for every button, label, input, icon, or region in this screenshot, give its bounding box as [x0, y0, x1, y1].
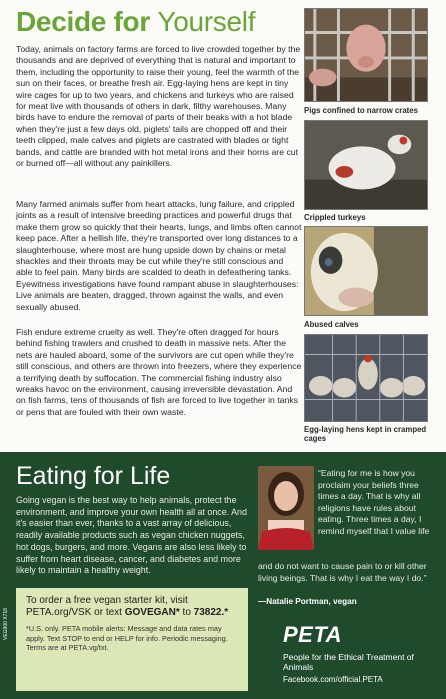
caption-calves: Abused calves: [304, 320, 359, 329]
peta-logo: PETA: [283, 622, 343, 647]
section-title-eating: Eating for Life: [16, 462, 171, 490]
quote-text-part1: “Eating for me is how you proclaim your beliefs three times a day. That is why all religions have rules about eating. Three times a day, I remind myself that I value life: [318, 468, 430, 536]
print-code: VEG900 X718: [3, 608, 9, 640]
offer-text: To order a free vegan starter kit, visit PETA.org/VSK or text GOVEGAN* to 73822.*: [26, 595, 229, 619]
starter-kit-offer-box: [16, 588, 248, 691]
offer-number: 73822.*: [193, 607, 229, 619]
photo-hens-cages: [304, 334, 428, 422]
photo-pigs-crates: [304, 8, 428, 102]
peta-org-name: People for the Ethical Treatment of Animals: [283, 652, 414, 673]
caption-hens: Egg-laying hens kept in cramped cages: [304, 425, 427, 443]
quote-attribution: —Natalie Portman, vegan: [258, 597, 357, 606]
quote-text-part2: and do not want to cause pain to or kill other living beings. That is why I eat the way I do.”: [258, 561, 427, 583]
photo-abused-calves: [304, 226, 428, 316]
peta-facebook-link[interactable]: Facebook.com/official.PETA: [283, 675, 383, 684]
caption-turkeys: Crippled turkeys: [304, 213, 366, 222]
section-title-decide: Decide for Yourself: [16, 6, 256, 37]
paragraph-farmed-animals: Many farmed animals suffer from heart attacks, lung failure, and crippled joints as a result of intensive breeding practices and powerful drugs that make them grow so quickly that their hearts, lungs, and limbs often cannot keep pace. After a hellish life, they're transported over long distances to a slaughterhouse, where most are hung upside down by chains or metal shackles and their throats may be cut while they're still conscious and able to feel pain. Many birds are scalded to death in defeathering tanks. Eyewitness investigations have found rampant abuse in slaughterhouses: Live animals are beaten, dragged, thrown against the walls, and even sexually abused.: [16, 199, 302, 312]
paragraph-going-vegan: Going vegan is the best way to help animals, protect the environment, and improve your own health all at once. And it's easier than ever, thanks to a vast array of delicious, readily available products such as vegan chicken nuggets, hot dogs, burgers, and more. Vegans are also less likely to suffer from heart disease, cancer, and diabetes and more likely to maintain a healthy weight.: [16, 495, 247, 576]
offer-keyword: GOVEGAN*: [124, 607, 180, 619]
offer-fineprint: *U.S. only. PETA mobile alerts: Message and data rates may apply. Text STOP to end or HELP for info. Periodic messaging. Terms are at PETA.vg/txt.: [26, 624, 228, 653]
paragraph-fish: Fish endure extreme cruelty as well. They're often dragged for hours behind fishing trawlers and crushed to death in massive nets. After the nets are hauled aboard, some of the survivors are cut open while they're still conscious, and others are thrown into freezers, where they experience a terrifying death by suffocation. The commercial fishing industry also wreaks havoc on the environment, causing irreversible devastation. And on fish farms, tens of thousands of fish are forced to live together in tanks or pens that are fouled with their own waste.: [16, 327, 302, 417]
portrait-natalie-portman: [258, 466, 314, 550]
photo-crippled-turkeys: [304, 120, 428, 210]
caption-pigs: Pigs confined to narrow crates: [304, 106, 418, 115]
paragraph-factory-farms: Today, animals on factory farms are forced to live crowded together by the thousands and are deprived of everything that is natural and important to them, including the opportunity to raise their young, feel the warmth of the sun on their faces, or breathe fresh air. Egg-laying hens are kept in tiny wire cages for up to two years, and chickens and turkeys who are raised for meat live with thousands of others in dark, filthy warehouses. Many birds have to endure the removal of parts of their beaks with a hot blade when they're just a few days old, piglets' tails are chopped off and their teeth clipped, male calves and piglets are castrated with blades or tight bands, and cattle are branded with hot metal irons and their horns are cut or burned off—all without any painkillers.: [16, 44, 301, 169]
